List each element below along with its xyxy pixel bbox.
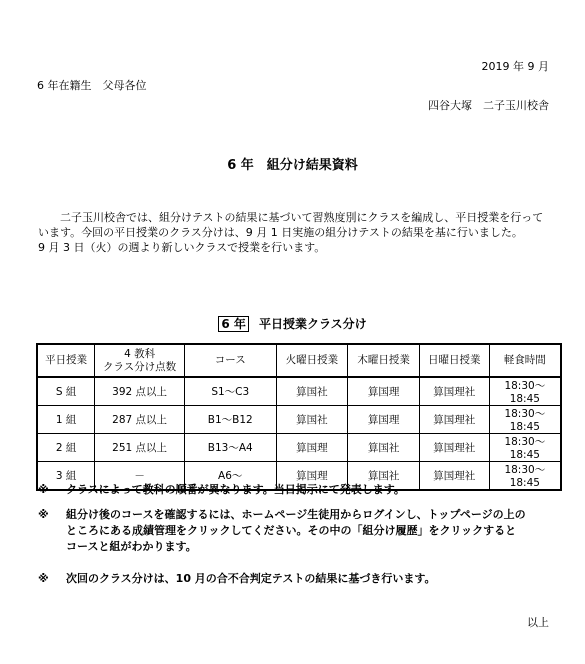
table-cell: A6～ bbox=[184, 462, 276, 491]
table-cell: 算国理 bbox=[348, 406, 420, 434]
body-paragraph-1: 二子玉川校舎では、組分けテストの結果に基づいて習熟度別にクラスを編成し、平日授業を行っています。今回の平日授業のクラス分けは、9 月 1 日実施の組分けテストの結果を基に行いました。 bbox=[38, 211, 544, 239]
table-cell: 算国理 bbox=[276, 434, 348, 462]
table-cell: 算国社 bbox=[348, 434, 420, 462]
body-paragraph-2: 9 月 3 日（火）の週より新しいクラスで授業を行います。 bbox=[38, 241, 326, 254]
note-mark: ※ bbox=[38, 508, 49, 521]
header-score: 4 教科 クラス分け点数 bbox=[95, 344, 185, 377]
note-2 bbox=[38, 507, 558, 555]
note-mark: ※ bbox=[38, 483, 49, 496]
school-name: 四谷大塚 二子玉川校舎 bbox=[428, 99, 549, 112]
table-cell: 18:30～18:45 bbox=[489, 377, 561, 406]
table-cell: 18:30～18:45 bbox=[489, 462, 561, 491]
table-cell: 算国社 bbox=[276, 406, 348, 434]
header-snack-time: 軽食時間 bbox=[489, 344, 561, 377]
table-cell: 18:30～18:45 bbox=[489, 406, 561, 434]
document-date: 2019 年 9 月 bbox=[481, 60, 549, 73]
table-cell: 算国社 bbox=[348, 462, 420, 491]
table-row bbox=[37, 406, 561, 434]
table-cell: B13～A4 bbox=[184, 434, 276, 462]
header-course: コース bbox=[184, 344, 276, 377]
table-cell: 算国理社 bbox=[419, 406, 489, 434]
table-title-grade: 6 年 bbox=[218, 316, 249, 332]
table-cell: － bbox=[95, 462, 185, 491]
note-2-line-3: コースと組がわかります。 bbox=[66, 540, 197, 553]
table-cell: 251 点以上 bbox=[95, 434, 185, 462]
table-title-text: 平日授業クラス分け bbox=[258, 317, 367, 331]
table-cell: 算国社 bbox=[276, 377, 348, 406]
table-cell: 算国理 bbox=[276, 462, 348, 491]
header-class: 平日授業 bbox=[37, 344, 95, 377]
class-table bbox=[36, 343, 562, 491]
closing-text: 以上 bbox=[527, 616, 549, 629]
table-cell: 1 組 bbox=[37, 406, 95, 434]
table-cell: 2 組 bbox=[37, 434, 95, 462]
body-text bbox=[38, 210, 550, 255]
table-row bbox=[37, 434, 561, 462]
addressee: 6 年在籍生 父母各位 bbox=[37, 79, 147, 92]
table-cell: 算国理 bbox=[348, 377, 420, 406]
note-2-line-1: 組分け後のコースを確認するには、ホームページ生徒用からログインし、トップページの上の bbox=[66, 508, 526, 521]
note-1 bbox=[38, 481, 558, 497]
table-cell: S1～C3 bbox=[184, 377, 276, 406]
table-cell: S 組 bbox=[37, 377, 95, 406]
note-3 bbox=[38, 570, 558, 586]
table-row bbox=[37, 377, 561, 406]
header-tuesday: 火曜日授業 bbox=[276, 344, 348, 377]
table-cell: 18:30～18:45 bbox=[489, 434, 561, 462]
note-1-text: クラスによって教科の順番が異なります。当日掲示にて発表します。 bbox=[66, 483, 405, 496]
table-cell: 算国理社 bbox=[419, 434, 489, 462]
table-cell: 算国理社 bbox=[419, 462, 489, 491]
table-cell: B1～B12 bbox=[184, 406, 276, 434]
table-header-row bbox=[37, 344, 561, 377]
note-mark: ※ bbox=[38, 572, 49, 585]
table-title bbox=[0, 315, 585, 332]
table-cell: 算国理社 bbox=[419, 377, 489, 406]
table-cell: 392 点以上 bbox=[95, 377, 185, 406]
header-thursday: 木曜日授業 bbox=[348, 344, 420, 377]
note-3-text: 次回のクラス分けは、10 月の合不合判定テストの結果に基づき行います。 bbox=[66, 572, 436, 585]
note-2-line-2: ところにある成績管理をクリックしてください。その中の「組分け履歴」をクリックすると bbox=[66, 524, 517, 537]
header-sunday: 日曜日授業 bbox=[419, 344, 489, 377]
table-cell: 287 点以上 bbox=[95, 406, 185, 434]
table-cell: 3 組 bbox=[37, 462, 95, 491]
document-title: 6 年 組分け結果資料 bbox=[227, 158, 358, 173]
